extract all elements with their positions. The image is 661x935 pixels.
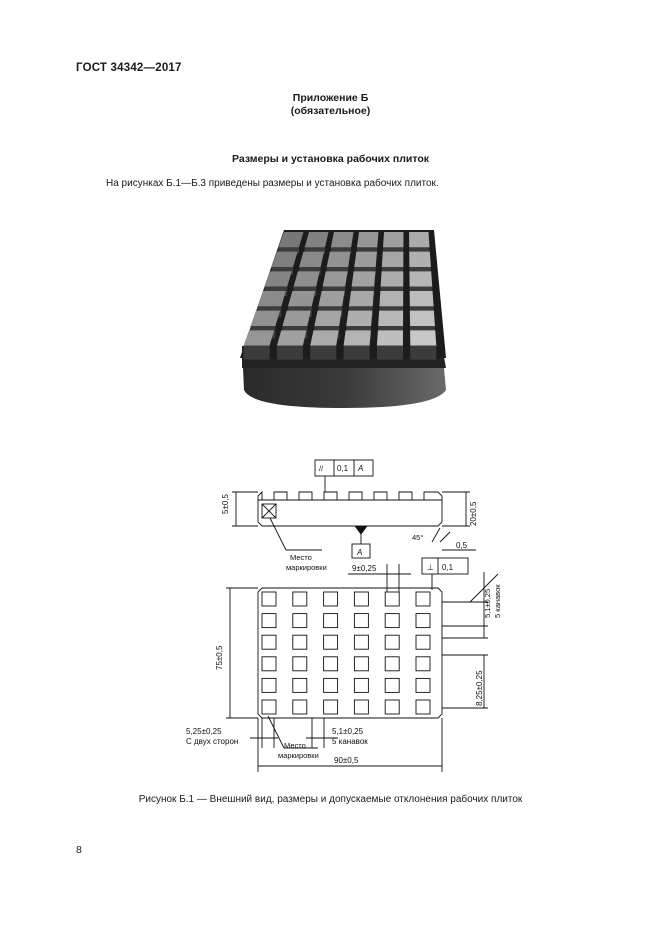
marking-label-top-2: маркировки <box>286 563 327 572</box>
plan-cell <box>324 592 338 606</box>
tile-block <box>357 232 379 247</box>
dim-pitch-9: 9±0,25 <box>352 564 377 573</box>
side-profile <box>258 492 442 526</box>
marking-label-top-1: Место <box>290 553 312 562</box>
tile-block <box>381 271 404 286</box>
plan-cell <box>262 678 276 692</box>
plan-cell <box>324 678 338 692</box>
plan-cell <box>354 614 368 628</box>
tile-block-face <box>310 346 336 360</box>
plan-cell <box>385 700 399 714</box>
tile-block <box>409 271 432 286</box>
tile-block <box>294 271 320 286</box>
dim-groove-51-bottom: 5,1±0,25 <box>332 727 364 736</box>
dim-chamfer-size: 0,5 <box>456 541 468 550</box>
tile-block <box>349 291 374 306</box>
tile-block <box>352 271 376 286</box>
tile-block <box>244 330 275 345</box>
intro-paragraph: На рисунках Б.1—Б.3 приведены размеры и установка рабочих плиток. <box>106 178 439 189</box>
label-both-sides: С двух сторон <box>186 737 239 746</box>
dim-height-20: 20±0,5 <box>469 501 478 526</box>
plan-cell <box>262 700 276 714</box>
tile-block <box>344 330 371 345</box>
tile-block <box>377 330 403 345</box>
appendix-subtitle: (обязательное) <box>290 105 371 117</box>
tile-block <box>282 311 310 326</box>
tile-block <box>331 232 354 247</box>
plan-cell <box>262 657 276 671</box>
plan-cell <box>385 635 399 649</box>
plan-cell <box>416 678 430 692</box>
tile-block <box>382 252 404 267</box>
figure-caption: Рисунок Б.1 — Внешний вид, размеры и допускаемые отклонения рабочих плиток <box>138 794 523 805</box>
tile-block <box>299 252 324 267</box>
tile-block-face <box>410 346 436 360</box>
tile-block <box>258 291 286 306</box>
plan-cell <box>385 614 399 628</box>
plan-cell <box>354 657 368 671</box>
dim-chamfer-angle: 45° <box>412 533 424 542</box>
plan-cell <box>293 635 307 649</box>
dim-edge-525: 5,25±0,25 <box>186 727 222 736</box>
plan-cell <box>293 592 307 606</box>
tile-block <box>409 232 430 247</box>
tile-block <box>379 291 403 306</box>
parallel-symbol: // <box>319 464 324 473</box>
tile-block <box>383 232 403 247</box>
plan-cell <box>354 678 368 692</box>
tile-block <box>288 291 315 306</box>
parallel-value: 0,1 <box>337 464 349 473</box>
tile-block-face <box>244 346 270 360</box>
parallel-datum: A <box>358 464 364 473</box>
plan-cell <box>385 678 399 692</box>
tile-block <box>323 271 348 286</box>
tile-block <box>251 311 280 326</box>
plan-cell <box>293 657 307 671</box>
plan-cell <box>416 592 430 606</box>
page-number: 8 <box>76 844 82 856</box>
tile-block <box>265 271 292 286</box>
plan-cell <box>262 614 276 628</box>
plan-cell <box>324 657 338 671</box>
plan-outline <box>258 588 442 718</box>
tile-block <box>314 311 341 326</box>
document-code: ГОСТ 34342—2017 <box>76 62 182 74</box>
plan-cell <box>262 592 276 606</box>
plan-cell <box>416 700 430 714</box>
tile-block <box>410 330 436 345</box>
plan-cell <box>385 657 399 671</box>
dim-length-75: 75±0,5 <box>215 645 224 670</box>
plan-cell <box>293 678 307 692</box>
marking-label-bottom-1: Место <box>284 741 306 750</box>
perp-symbol: ⊥ <box>427 563 434 572</box>
datum-letter: A <box>357 548 363 557</box>
plan-cell <box>293 614 307 628</box>
tile-block <box>409 252 431 267</box>
plan-cell <box>293 700 307 714</box>
marking-label-bottom-2: маркировки <box>278 751 319 760</box>
dim-groove-51-side: 5,1±0,25 <box>483 588 492 618</box>
tile-block <box>354 252 377 267</box>
plan-cell <box>354 592 368 606</box>
plan-cell <box>324 635 338 649</box>
plan-cell <box>324 700 338 714</box>
plan-cell <box>416 614 430 628</box>
tile-block <box>277 330 306 345</box>
appendix-title: Приложение Б <box>292 92 369 104</box>
technical-drawing <box>170 452 510 782</box>
plan-cell <box>416 635 430 649</box>
dim-pitch-825: 8,25±0,25 <box>475 670 484 706</box>
tile-block-face <box>277 346 303 360</box>
section-title: Размеры и установка рабочих плиток <box>231 153 430 165</box>
label-grooves-5-bottom: 5 канавок <box>332 737 368 746</box>
plan-cell <box>385 592 399 606</box>
tile-block <box>346 311 372 326</box>
plan-cell <box>354 635 368 649</box>
tile-block-face <box>377 346 403 360</box>
dim-height-5: 5±0,5 <box>221 494 230 514</box>
tile-block <box>318 291 344 306</box>
tile-block <box>378 311 403 326</box>
plan-cell <box>416 657 430 671</box>
dim-width-90: 90±0,5 <box>334 756 359 765</box>
tile-block-face <box>344 346 370 360</box>
plan-cell <box>354 700 368 714</box>
plan-cell <box>324 614 338 628</box>
tile-photo <box>234 218 454 414</box>
perp-value: 0,1 <box>442 563 454 572</box>
tile-block <box>410 291 434 306</box>
tile-block <box>327 252 351 267</box>
plan-cell <box>262 635 276 649</box>
tile-block <box>410 311 435 326</box>
tile-block <box>272 252 298 267</box>
tile-block <box>310 330 338 345</box>
dim-grooves-5-side: 5 канавок <box>493 584 502 618</box>
